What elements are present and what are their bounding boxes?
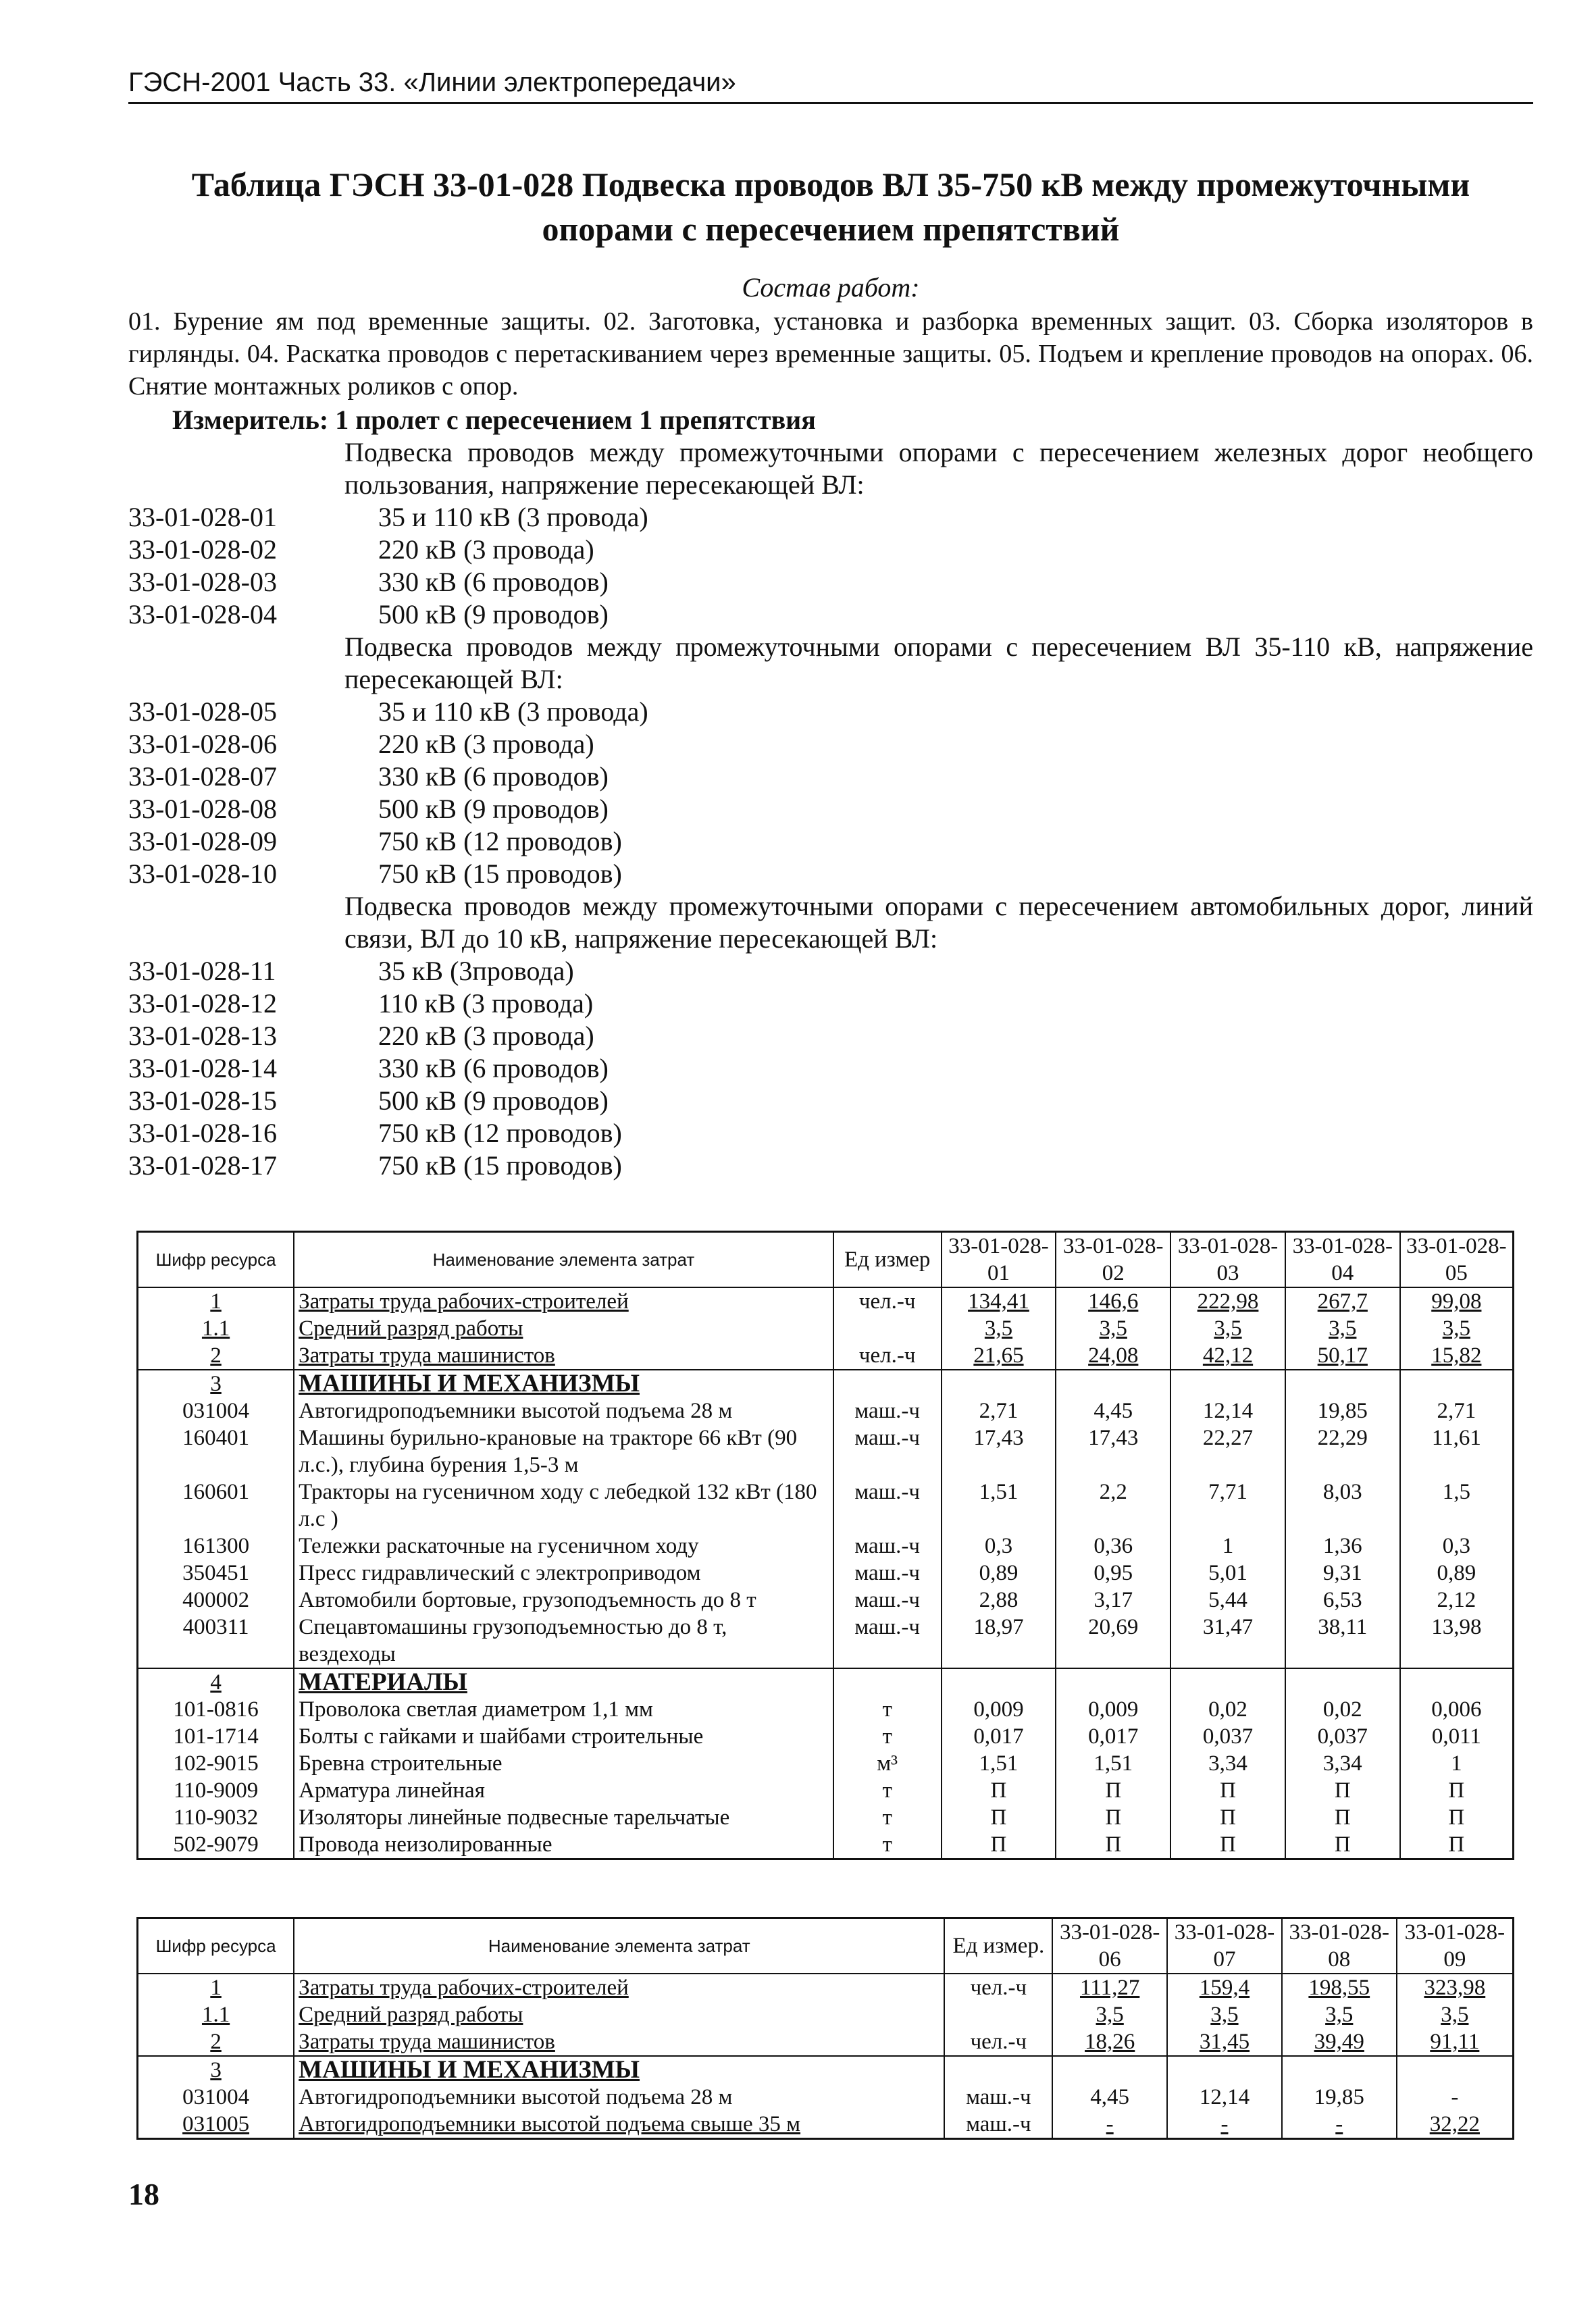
norm-code: 33-01-028-08 <box>128 794 277 824</box>
cost-value: 0,02 <box>1285 1696 1400 1723</box>
unit: маш.-ч <box>833 1560 942 1587</box>
resource-name: Средний разряд работы <box>294 1315 833 1342</box>
resource-name: Пресс гидравлический с электроприводом <box>294 1560 833 1587</box>
cost-value: 99,08 <box>1400 1287 1514 1315</box>
cost-value: П <box>942 1804 1056 1831</box>
resource-name: МАШИНЫ И МЕХАНИЗМЫ <box>294 1370 833 1397</box>
cost-value: 31,47 <box>1170 1614 1285 1668</box>
table-row <box>138 2028 1514 2056</box>
resource-name: Автогидроподъемники высотой подъема 28 м <box>294 1397 833 1424</box>
column-header: 33-01-028-03 <box>1170 1232 1285 1288</box>
unit: т <box>833 1723 942 1750</box>
norm-desc: 750 кВ (15 проводов) <box>378 858 622 889</box>
resource-code: 101-0816 <box>138 1696 294 1723</box>
resource-code: 400311 <box>138 1614 294 1668</box>
cost-value: П <box>1056 1831 1170 1859</box>
cost-value: 13,98 <box>1400 1614 1514 1668</box>
norm-code: 33-01-028-15 <box>128 1085 277 1116</box>
resource-code: 161300 <box>138 1533 294 1560</box>
cost-value: 7,71 <box>1170 1479 1285 1533</box>
cost-value <box>1285 1668 1400 1696</box>
cost-value: 1,51 <box>942 1750 1056 1777</box>
resource-name: МАШИНЫ И МЕХАНИЗМЫ <box>294 2056 944 2084</box>
unit: маш.-ч <box>833 1397 942 1424</box>
norm-desc: 35 и 110 кВ (3 провода) <box>378 502 648 532</box>
cost-value: 5,01 <box>1170 1560 1285 1587</box>
resource-code: 2 <box>138 2028 294 2056</box>
resource-name: МАТЕРИАЛЫ <box>294 1668 833 1696</box>
column-header: 33-01-028-07 <box>1167 1918 1282 1974</box>
work-text: 01. Бурение ям под временные защиты. 02. Заготовка, установка и разборка временных защит. 03. Сборка изоляторов в гирлянды. 04. Раскатка проводов с перетаскиванием через временные защиты. 05. Подъем и крепление проводов на опорах. 06. Снятие монтажных роликов с опор. <box>128 307 1533 401</box>
cost-value: П <box>1170 1777 1285 1804</box>
resource-name: Тракторы на гусеничном ходу с лебедкой 132 кВт (180 л.с ) <box>294 1479 833 1533</box>
cost-value: - <box>1282 2111 1397 2139</box>
resource-code: 3 <box>138 1370 294 1397</box>
resource-name: Автогидроподъемники высотой подъема 28 м <box>294 2084 944 2111</box>
resource-name: Затраты труда рабочих-строителей <box>294 1974 944 2001</box>
section-row <box>138 2056 1514 2084</box>
norm-item <box>128 696 1533 728</box>
cost-value: 50,17 <box>1285 1342 1400 1370</box>
cost-value: 3,5 <box>1056 1315 1170 1342</box>
cost-value: 12,14 <box>1167 2084 1282 2111</box>
cost-value: 22,29 <box>1285 1424 1400 1479</box>
table-row <box>138 1315 1514 1342</box>
norm-desc: 35 и 110 кВ (3 провода) <box>378 696 648 727</box>
norm-code: 33-01-028-03 <box>128 567 277 597</box>
norm-code: 33-01-028-12 <box>128 988 277 1019</box>
resource-code: 350451 <box>138 1560 294 1587</box>
cost-value <box>1056 1668 1170 1696</box>
cost-value: 19,85 <box>1285 1397 1400 1424</box>
cost-value: 0,89 <box>942 1560 1056 1587</box>
unit: т <box>833 1831 942 1859</box>
resource-code: 1 <box>138 1974 294 2001</box>
cost-value: 3,5 <box>1052 2001 1167 2028</box>
resource-name: Средний разряд работы <box>294 2001 944 2028</box>
cost-value: 0,3 <box>1400 1533 1514 1560</box>
cost-value: 18,97 <box>942 1614 1056 1668</box>
cost-value: 11,61 <box>1400 1424 1514 1479</box>
norm-desc: 220 кВ (3 провода) <box>378 1021 594 1051</box>
cost-value: 1,51 <box>942 1479 1056 1533</box>
cost-value: 24,08 <box>1056 1342 1170 1370</box>
norm-item <box>128 534 1533 566</box>
cost-value <box>1400 1370 1514 1397</box>
unit: чел.-ч <box>833 1342 942 1370</box>
cost-value: 3,5 <box>942 1315 1056 1342</box>
column-header: Шифр ресурса <box>138 1918 294 1974</box>
norm-desc: 220 кВ (3 провода) <box>378 729 594 759</box>
unit: т <box>833 1777 942 1804</box>
norm-item <box>128 566 1533 598</box>
cost-value: 111,27 <box>1052 1974 1167 2001</box>
group-title: Подвеска проводов между промежуточными опорами с пересечением автомобильных дорог, линий связи, ВЛ до 10 кВ, напряжение пересекающей ВЛ: <box>344 891 1533 954</box>
cost-value: П <box>1170 1831 1285 1859</box>
cost-value: П <box>942 1831 1056 1859</box>
resource-code: 4 <box>138 1668 294 1696</box>
cost-value: 3,5 <box>1400 1315 1514 1342</box>
resource-name: Машины бурильно-крановые на тракторе 66 кВт (90 л.с.), глубина бурения 1,5-3 м <box>294 1424 833 1479</box>
norm-item <box>128 761 1533 793</box>
column-header: Ед измер. <box>944 1918 1052 1974</box>
cost-value: 2,71 <box>942 1397 1056 1424</box>
table-row <box>138 1342 1514 1370</box>
resource-name: Болты с гайками и шайбами строительные <box>294 1723 833 1750</box>
norm-item <box>128 1150 1533 1182</box>
resource-code: 502-9079 <box>138 1831 294 1859</box>
norm-item <box>128 1085 1533 1117</box>
cost-value: 4,45 <box>1052 2084 1167 2111</box>
measure-label: Измеритель: <box>172 405 329 435</box>
cost-value: 3,5 <box>1170 1315 1285 1342</box>
resource-code: 2 <box>138 1342 294 1370</box>
cost-value <box>1052 2056 1167 2084</box>
unit: маш.-ч <box>833 1479 942 1533</box>
cost-value <box>1167 2056 1282 2084</box>
unit: маш.-ч <box>833 1614 942 1668</box>
cost-value: 3,34 <box>1170 1750 1285 1777</box>
section-row <box>138 1370 1514 1397</box>
cost-value: П <box>1400 1831 1514 1859</box>
page-number: 18 <box>128 2177 159 2211</box>
cost-value: 17,43 <box>1056 1424 1170 1479</box>
cost-value: П <box>1285 1777 1400 1804</box>
table-row <box>138 1479 1514 1533</box>
cost-value: 0,009 <box>1056 1696 1170 1723</box>
cost-value: 323,98 <box>1397 1974 1514 2001</box>
norm-item <box>128 987 1533 1020</box>
table-title: Таблица ГЭСН 33-01-028 Подвеска проводов ВЛ 35-750 кВ между промежуточными опорами с пересечением препятствий <box>191 165 1470 248</box>
section-row <box>138 1668 1514 1696</box>
work-heading: Состав работ: <box>742 272 920 303</box>
norm-code: 33-01-028-10 <box>128 858 277 889</box>
table-row <box>138 1397 1514 1424</box>
norm-code: 33-01-028-09 <box>128 826 277 856</box>
resource-name: Тележки раскаточные на гусеничном ходу <box>294 1533 833 1560</box>
norm-desc: 750 кВ (12 проводов) <box>378 1118 622 1148</box>
resource-name: Затраты труда машинистов <box>294 1342 833 1370</box>
cost-value <box>1170 1370 1285 1397</box>
cost-value: 134,41 <box>942 1287 1056 1315</box>
cost-value: 3,5 <box>1282 2001 1397 2028</box>
column-header: 33-01-028-04 <box>1285 1232 1400 1288</box>
norm-code: 33-01-028-01 <box>128 502 277 532</box>
cost-value: 1,5 <box>1400 1479 1514 1533</box>
norm-item <box>128 1020 1533 1052</box>
table-row <box>138 1723 1514 1750</box>
cost-value <box>1282 2056 1397 2084</box>
unit <box>944 2056 1052 2084</box>
unit <box>833 1668 942 1696</box>
cost-value: 15,82 <box>1400 1342 1514 1370</box>
resource-name: Бревна строительные <box>294 1750 833 1777</box>
column-header: Ед измер <box>833 1232 942 1288</box>
unit: чел.-ч <box>944 1974 1052 2001</box>
cost-value: 0,89 <box>1400 1560 1514 1587</box>
cost-value: 3,5 <box>1397 2001 1514 2028</box>
resource-code: 031004 <box>138 2084 294 2111</box>
cost-value: 31,45 <box>1167 2028 1282 2056</box>
cost-value: П <box>1285 1831 1400 1859</box>
unit: т <box>833 1696 942 1723</box>
cost-value: П <box>1400 1804 1514 1831</box>
norm-desc: 110 кВ (3 провода) <box>378 988 594 1019</box>
column-header: Наименование элемента затрат <box>294 1232 833 1288</box>
norm-code: 33-01-028-05 <box>128 696 277 727</box>
cost-value: 0,02 <box>1170 1696 1285 1723</box>
cost-value: 146,6 <box>1056 1287 1170 1315</box>
column-header: 33-01-028-05 <box>1400 1232 1514 1288</box>
cost-value <box>1400 1668 1514 1696</box>
table-row <box>138 1696 1514 1723</box>
resource-code: 400002 <box>138 1587 294 1614</box>
cost-value <box>942 1370 1056 1397</box>
resource-name: Затраты труда машинистов <box>294 2028 944 2056</box>
cost-value: 91,11 <box>1397 2028 1514 2056</box>
unit <box>944 2001 1052 2028</box>
table-row <box>138 1560 1514 1587</box>
unit: маш.-ч <box>833 1533 942 1560</box>
norm-code: 33-01-028-16 <box>128 1118 277 1148</box>
cost-value: 0,017 <box>942 1723 1056 1750</box>
norm-desc: 500 кВ (9 проводов) <box>378 599 609 629</box>
cost-value: 267,7 <box>1285 1287 1400 1315</box>
cost-value: 20,69 <box>1056 1614 1170 1668</box>
norm-code: 33-01-028-06 <box>128 729 277 759</box>
column-header: 33-01-028-09 <box>1397 1918 1514 1974</box>
table-header-row <box>138 1232 1514 1288</box>
cost-value: 1 <box>1170 1533 1285 1560</box>
cost-value: 0,95 <box>1056 1560 1170 1587</box>
resource-name: Изоляторы линейные подвесные тарельчатые <box>294 1804 833 1831</box>
cost-value: 0,3 <box>942 1533 1056 1560</box>
cost-value: 8,03 <box>1285 1479 1400 1533</box>
cost-value: П <box>1285 1804 1400 1831</box>
table-row <box>138 1831 1514 1859</box>
cost-value: 0,011 <box>1400 1723 1514 1750</box>
unit: маш.-ч <box>833 1424 942 1479</box>
cost-value: 4,45 <box>1056 1397 1170 1424</box>
table-row <box>138 2084 1514 2111</box>
norm-item <box>128 858 1533 890</box>
column-header: 33-01-028-06 <box>1052 1918 1167 1974</box>
measure-line <box>128 404 1533 436</box>
unit: чел.-ч <box>944 2028 1052 2056</box>
cost-value: 3,34 <box>1285 1750 1400 1777</box>
resource-code: 160401 <box>138 1424 294 1479</box>
resource-code: 031004 <box>138 1397 294 1424</box>
norm-code-list <box>128 436 1533 1182</box>
unit: маш.-ч <box>833 1587 942 1614</box>
norm-item <box>128 598 1533 631</box>
resource-name: Спецавтомашины грузоподъемностью до 8 т, вездеходы <box>294 1614 833 1668</box>
cost-value: 0,037 <box>1170 1723 1285 1750</box>
cost-value: 0,037 <box>1285 1723 1400 1750</box>
resource-name: Затраты труда рабочих-строителей <box>294 1287 833 1315</box>
norm-item <box>128 793 1533 825</box>
norm-code: 33-01-028-13 <box>128 1021 277 1051</box>
norm-item <box>128 728 1533 761</box>
resource-code: 101-1714 <box>138 1723 294 1750</box>
running-header: ГЭСН-2001 Часть 33. «Линии электропередачи» <box>128 68 1533 104</box>
resource-code: 031005 <box>138 2111 294 2139</box>
norm-desc: 500 кВ (9 проводов) <box>378 1085 609 1116</box>
norm-item <box>128 1117 1533 1150</box>
cost-value: 12,14 <box>1170 1397 1285 1424</box>
cost-value: 21,65 <box>942 1342 1056 1370</box>
cost-value: 1,36 <box>1285 1533 1400 1560</box>
cost-value: 2,71 <box>1400 1397 1514 1424</box>
resource-table-1 <box>136 1231 1514 1860</box>
table-row <box>138 1777 1514 1804</box>
cost-value: 198,55 <box>1282 1974 1397 2001</box>
norm-item <box>128 501 1533 534</box>
cost-value <box>1285 1370 1400 1397</box>
resource-name: Провода неизолированные <box>294 1831 833 1859</box>
cost-value: 0,36 <box>1056 1533 1170 1560</box>
group-title: Подвеска проводов между промежуточными опорами с пересечением железных дорог необщего пользования, напряжение пересекающей ВЛ: <box>344 437 1533 500</box>
norm-desc: 220 кВ (3 провода) <box>378 534 594 565</box>
cost-value <box>1397 2056 1514 2084</box>
table-row <box>138 1974 1514 2001</box>
unit <box>833 1315 942 1342</box>
norm-code: 33-01-028-11 <box>128 956 276 986</box>
resource-code: 1 <box>138 1287 294 1315</box>
group-title: Подвеска проводов между промежуточными опорами с пересечением ВЛ 35-110 кВ, напряжение пересекающей ВЛ: <box>344 632 1533 694</box>
unit: чел.-ч <box>833 1287 942 1315</box>
norm-code: 33-01-028-17 <box>128 1150 277 1181</box>
cost-value: - <box>1397 2084 1514 2111</box>
cost-value: П <box>1056 1804 1170 1831</box>
cost-value <box>1170 1668 1285 1696</box>
resource-name: Арматура линейная <box>294 1777 833 1804</box>
cost-value: 39,49 <box>1282 2028 1397 2056</box>
table-row <box>138 1587 1514 1614</box>
cost-value: 38,11 <box>1285 1614 1400 1668</box>
resource-name: Автогидроподъемники высотой подъема свыше 35 м <box>294 2111 944 2139</box>
cost-value: 2,2 <box>1056 1479 1170 1533</box>
cost-value: 1 <box>1400 1750 1514 1777</box>
unit: маш.-ч <box>944 2084 1052 2111</box>
table-row <box>138 1424 1514 1479</box>
cost-value: 159,4 <box>1167 1974 1282 2001</box>
cost-value: 3,17 <box>1056 1587 1170 1614</box>
cost-value: 3,5 <box>1285 1315 1400 1342</box>
cost-value: 0,017 <box>1056 1723 1170 1750</box>
measure-value: 1 пролет с пересечением 1 препятствия <box>335 405 816 435</box>
cost-value: 17,43 <box>942 1424 1056 1479</box>
table-row <box>138 1533 1514 1560</box>
norm-desc: 330 кВ (6 проводов) <box>378 567 609 597</box>
cost-value: 3,5 <box>1167 2001 1282 2028</box>
cost-value: 22,27 <box>1170 1424 1285 1479</box>
column-header: Шифр ресурса <box>138 1232 294 1288</box>
cost-value: - <box>1052 2111 1167 2139</box>
cost-value: 5,44 <box>1170 1587 1285 1614</box>
resource-name: Автомобили бортовые, грузоподъемность до 8 т <box>294 1587 833 1614</box>
table-row <box>138 1614 1514 1668</box>
cost-value: 2,12 <box>1400 1587 1514 1614</box>
resource-code: 160601 <box>138 1479 294 1533</box>
cost-value: 42,12 <box>1170 1342 1285 1370</box>
resource-code: 110-9032 <box>138 1804 294 1831</box>
norm-code: 33-01-028-02 <box>128 534 277 565</box>
cost-value: 0,006 <box>1400 1696 1514 1723</box>
norm-code: 33-01-028-04 <box>128 599 277 629</box>
cost-value: 9,31 <box>1285 1560 1400 1587</box>
cost-value: 2,88 <box>942 1587 1056 1614</box>
column-header: Наименование элемента затрат <box>294 1918 944 1974</box>
resource-code: 102-9015 <box>138 1750 294 1777</box>
unit: т <box>833 1804 942 1831</box>
norm-desc: 35 кВ (3провода) <box>378 956 574 986</box>
norm-code: 33-01-028-07 <box>128 761 277 792</box>
table-header-row <box>138 1918 1514 1974</box>
cost-value: 1,51 <box>1056 1750 1170 1777</box>
norm-desc: 330 кВ (6 проводов) <box>378 761 609 792</box>
cost-value: П <box>1056 1777 1170 1804</box>
cost-value: П <box>942 1777 1056 1804</box>
table-row <box>138 2001 1514 2028</box>
resource-name: Проволока светлая диаметром 1,1 мм <box>294 1696 833 1723</box>
cost-value: 19,85 <box>1282 2084 1397 2111</box>
column-header: 33-01-028-02 <box>1056 1232 1170 1288</box>
norm-item <box>128 1052 1533 1085</box>
unit: маш.-ч <box>944 2111 1052 2139</box>
norm-item <box>128 955 1533 987</box>
unit <box>833 1370 942 1397</box>
cost-value: П <box>1400 1777 1514 1804</box>
unit: м³ <box>833 1750 942 1777</box>
table-row <box>138 2111 1514 2139</box>
table-row <box>138 1804 1514 1831</box>
cost-value: 222,98 <box>1170 1287 1285 1315</box>
table-row <box>138 1287 1514 1315</box>
cost-value: 32,22 <box>1397 2111 1514 2139</box>
norm-item <box>128 825 1533 858</box>
resource-table-2 <box>136 1917 1514 2140</box>
norm-code: 33-01-028-14 <box>128 1053 277 1083</box>
cost-value: П <box>1170 1804 1285 1831</box>
norm-desc: 330 кВ (6 проводов) <box>378 1053 609 1083</box>
norm-desc: 750 кВ (12 проводов) <box>378 826 622 856</box>
column-header: 33-01-028-08 <box>1282 1918 1397 1974</box>
cost-value: 0,009 <box>942 1696 1056 1723</box>
resource-code: 3 <box>138 2056 294 2084</box>
column-header: 33-01-028-01 <box>942 1232 1056 1288</box>
norm-desc: 500 кВ (9 проводов) <box>378 794 609 824</box>
resource-code: 1.1 <box>138 1315 294 1342</box>
cost-value <box>1056 1370 1170 1397</box>
resource-code: 110-9009 <box>138 1777 294 1804</box>
cost-value: 6,53 <box>1285 1587 1400 1614</box>
cost-value <box>942 1668 1056 1696</box>
table-row <box>138 1750 1514 1777</box>
resource-code: 1.1 <box>138 2001 294 2028</box>
cost-value: 18,26 <box>1052 2028 1167 2056</box>
norm-desc: 750 кВ (15 проводов) <box>378 1150 622 1181</box>
cost-value: - <box>1167 2111 1282 2139</box>
